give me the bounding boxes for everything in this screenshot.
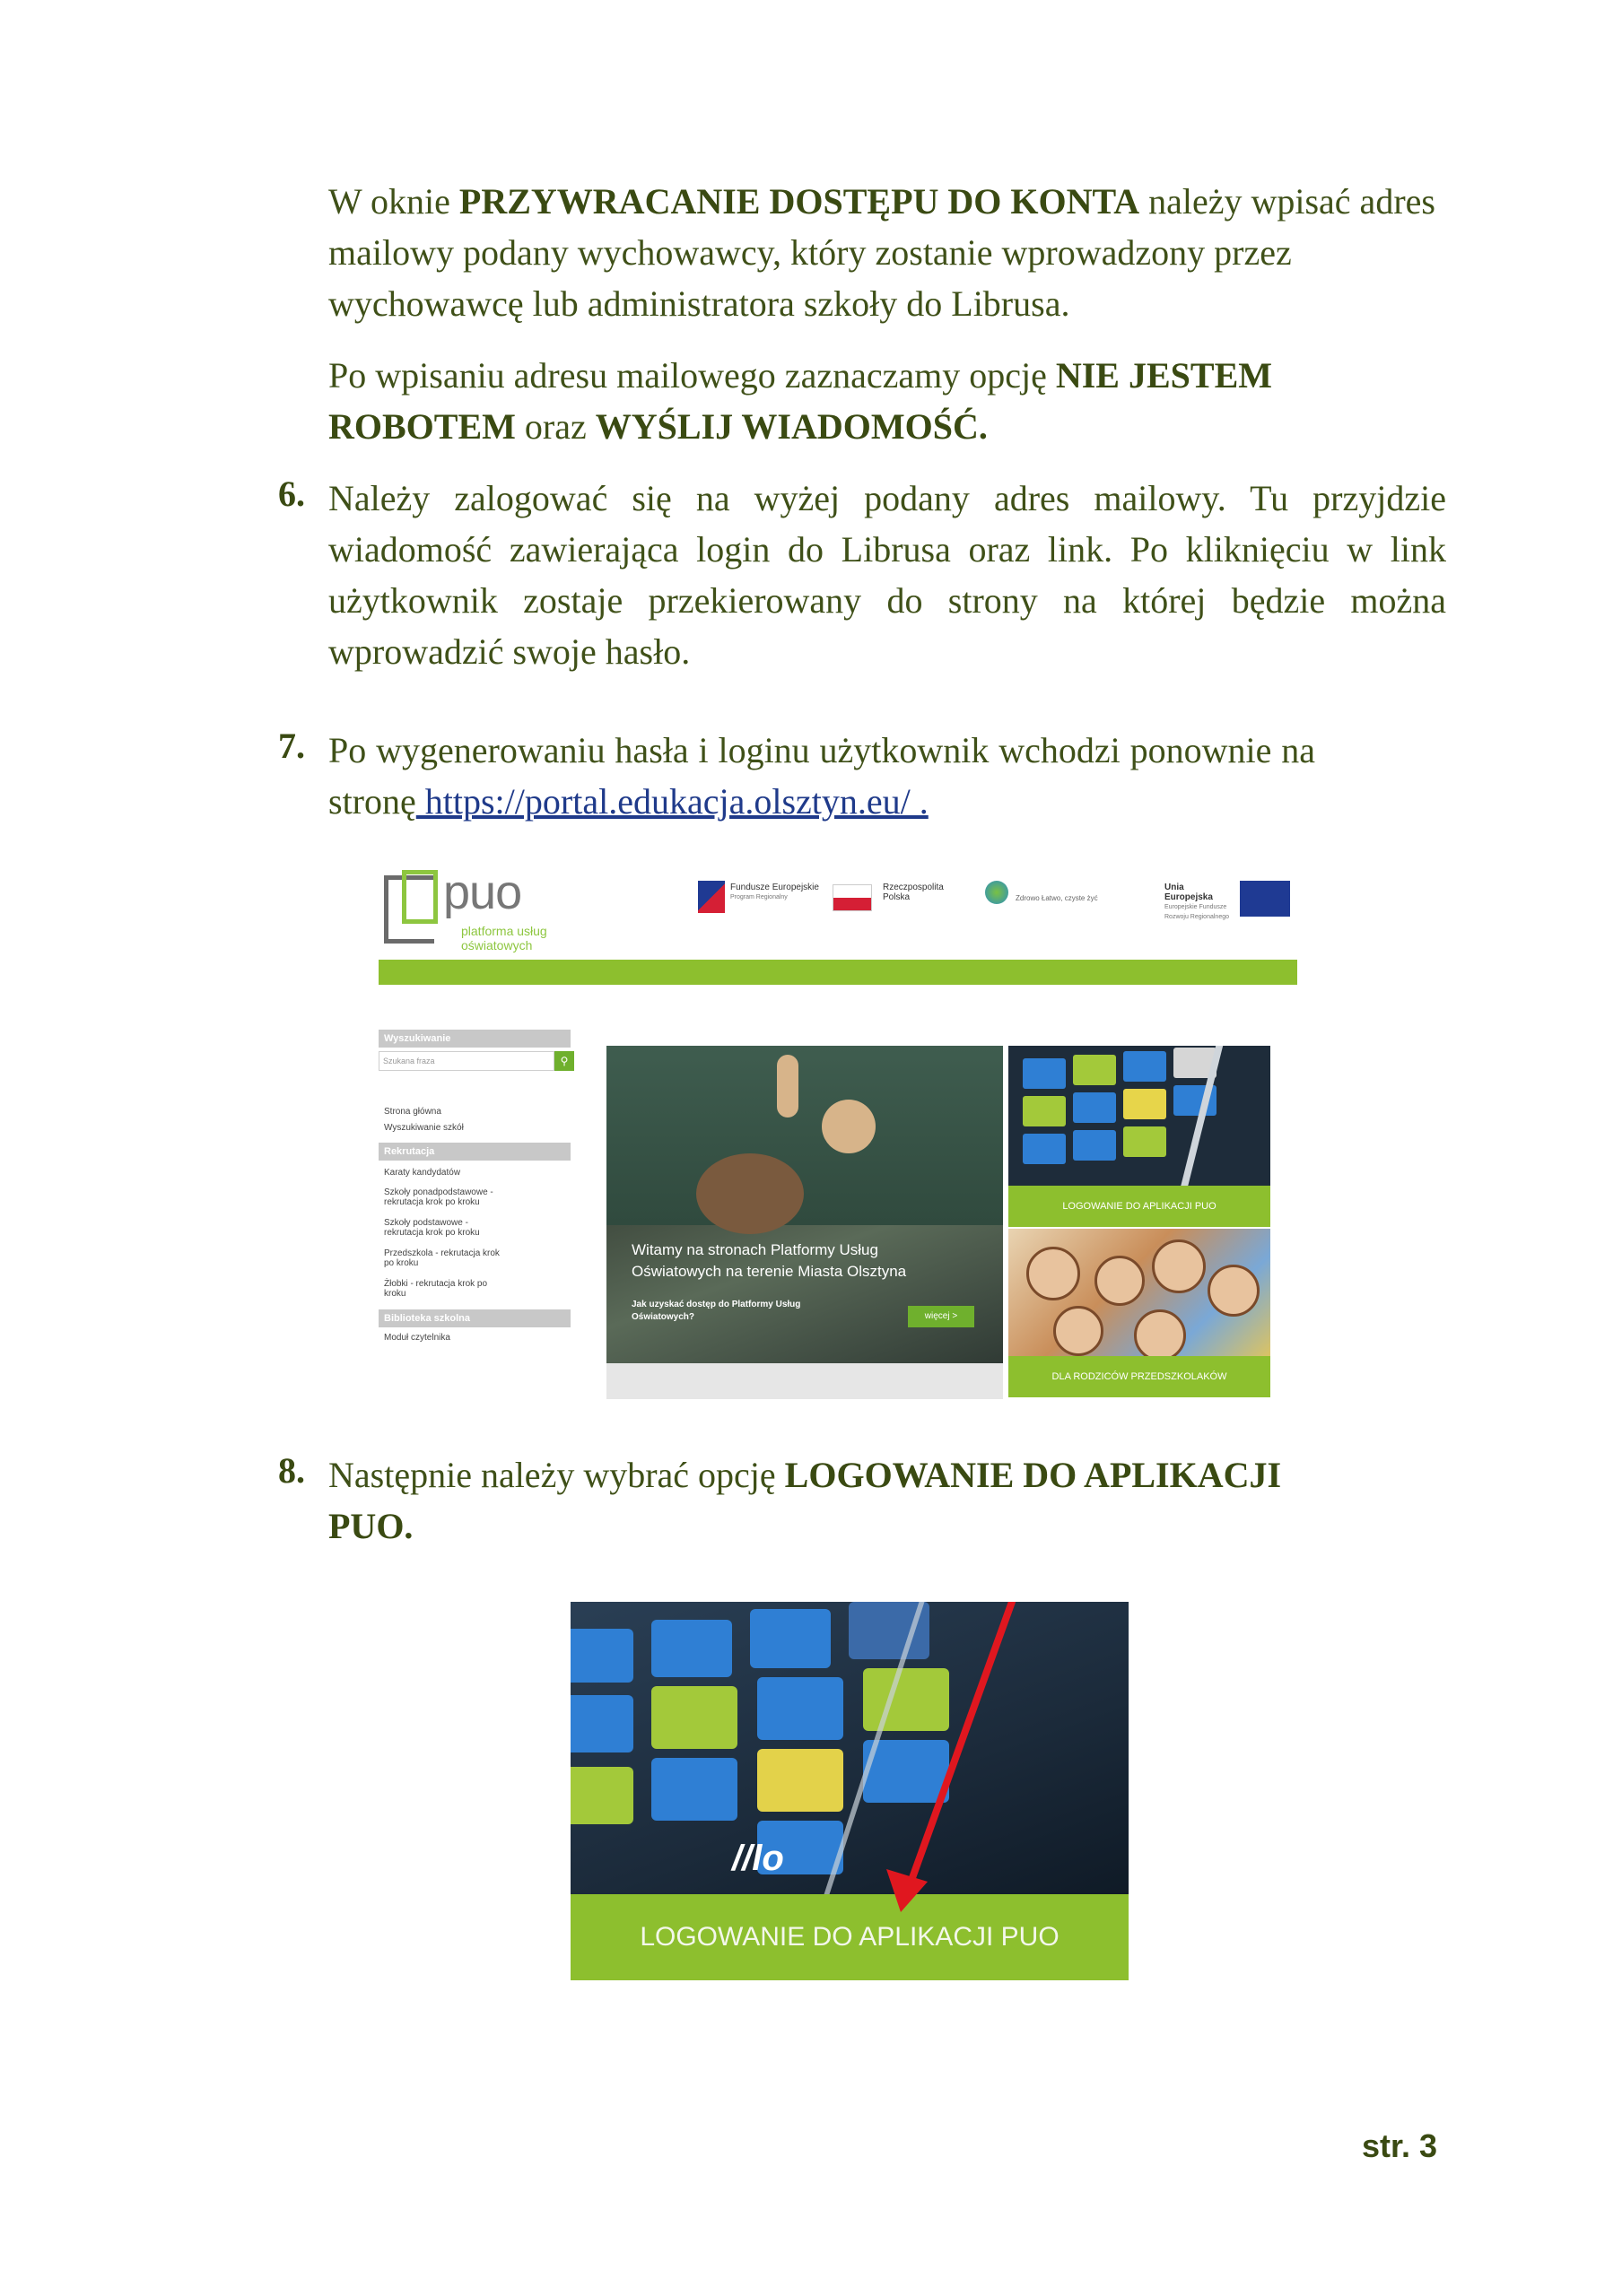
puo-logo — [384, 865, 563, 960]
portal-header — [375, 861, 1301, 967]
child-face — [1134, 1309, 1186, 1361]
bold-account-recovery: PRZYWRACANIE DOSTĘPU DO KONTA — [458, 181, 1140, 222]
paragraph-not-robot: Po wpisaniu adresu mailowego zaznaczamy opcję NIE JESTEM ROBOTEM oraz WYŚLIJ WIADOMOŚĆ. — [328, 355, 1272, 447]
tile-icon — [1073, 1130, 1116, 1161]
tile-icon — [1023, 1096, 1066, 1126]
parents-preschool-tile[interactable]: DLA RODZICÓW PRZEDSZKOLAKÓW — [1008, 1356, 1270, 1397]
tile-icon — [1123, 1051, 1166, 1082]
sidebar-item-home[interactable]: Strona główna — [384, 1107, 441, 1117]
puo-logo-square-icon — [402, 870, 438, 924]
paragraph-account-recovery: W oknie PRZYWRACANIE DOSTĘPU DO KONTA należy wpisać adres mailowy podany wychowawcy, który zostanie wprowadzony przez wychowawcę lub administratora szkoły do Librusa. — [328, 181, 1435, 324]
step-6-text: Należy zalogować się na wyżej podany adres mailowy. Tu przyjdzie wiadomość zawierająca login do Librusa oraz link. Po kliknięciu w link użytkownik zostaje przekierowany do strony na której będzie można wprowadzić swoje hasło. — [328, 478, 1446, 672]
hero-banner — [606, 1046, 1003, 1372]
step-8-number: 8. — [278, 1450, 305, 1491]
tile-icon — [1123, 1089, 1166, 1119]
app-tiles-photo — [1008, 1046, 1270, 1193]
red-arrow-icon — [571, 1602, 1129, 1980]
classroom-photo — [606, 1046, 1003, 1225]
tile-icon — [1073, 1055, 1116, 1085]
child-face — [1026, 1247, 1080, 1300]
sidebar-search-heading: Wyszukiwanie — [379, 1030, 571, 1048]
step-7-text: Po wygenerowaniu hasła i loginu użytkownik wchodzi ponownie na stronę https://portal.edukacja.olsztyn.eu/ . — [328, 730, 1315, 822]
child-face — [1053, 1306, 1103, 1356]
tile-icon — [1073, 1092, 1116, 1123]
hero-footer-strip — [606, 1363, 1003, 1399]
portal-sidebar — [379, 1030, 576, 1406]
sidebar-item-preschools[interactable]: Przedszkola - rekrutacja krok po kroku — [384, 1248, 500, 1268]
search-icon[interactable]: ⚲ — [554, 1051, 574, 1071]
region-icon — [985, 881, 1008, 904]
sidebar-item-candidate-cards[interactable]: Karaty kandydatów — [384, 1168, 461, 1178]
step-6-number: 6. — [278, 474, 305, 514]
sidebar-item-secondary-schools[interactable]: Szkoły ponadpodstawowe - rekrutacja krok po kroku — [384, 1187, 493, 1207]
arrow-head — [886, 1869, 928, 1912]
eu-funding-logos: Fundusze Europejskie Program Regionalny Rzeczpospolita Polska Zdrowo Łatwo, czyste żyć Unia Europejska Europejskie Fundusze Rozwoju Regionalnego — [698, 881, 1290, 931]
puo-logo-word: puo — [443, 865, 522, 919]
login-app-tile[interactable]: LOGOWANIE DO APLIKACJI PUO — [1008, 1186, 1270, 1227]
bold-send-message: WYŚLIJ WIADOMOŚĆ. — [595, 406, 988, 447]
step-7-number: 7. — [278, 726, 305, 766]
child-face — [1208, 1265, 1260, 1317]
poland-flag-icon — [833, 884, 872, 911]
step-8-text: Następnie należy wybrać opcję LOGOWANIE DO APLIKACJI PUO. — [328, 1455, 1282, 1546]
sidebar-item-primary-schools[interactable]: Szkoły podstawowe - rekrutacja krok po kroku — [384, 1218, 480, 1238]
sidebar-item-school-search[interactable]: Wyszukiwanie szkół — [384, 1123, 464, 1133]
portal-screenshot — [375, 861, 1301, 1421]
search-input[interactable]: Szukana fraza — [379, 1051, 554, 1071]
sidebar-recruitment-heading: Rekrutacja — [379, 1143, 571, 1161]
bold-not-robot: NIE JESTEM ROBOTEM — [328, 355, 1272, 447]
child-face — [1094, 1256, 1145, 1306]
raised-hand — [777, 1055, 798, 1118]
sidebar-item-nurseries[interactable]: Żłobki - rekrutacja krok po kroku — [384, 1279, 488, 1299]
hero-welcome-text: Witamy na stronach Platformy Usług Oświatowych na terenie Miasta Olsztyna — [632, 1241, 907, 1280]
hero-question: Jak uzyskać dostęp do Platformy Usług Oświatowych? — [632, 1300, 801, 1322]
portal-nav-bar — [379, 960, 1297, 985]
tile-icon — [1023, 1058, 1066, 1089]
puo-brand-fragment: //lo — [732, 1839, 784, 1878]
sidebar-library-heading: Biblioteka szkolna — [379, 1309, 571, 1327]
eu-funds-icon — [698, 881, 725, 913]
hero-more-button[interactable]: więcej > — [908, 1306, 974, 1327]
eu-flag-icon — [1240, 881, 1290, 917]
login-puo-button[interactable]: LOGOWANIE DO APLIKACJI PUO — [640, 1922, 1060, 1952]
tile-icon — [1123, 1126, 1166, 1157]
child-face — [1152, 1239, 1206, 1293]
student-figure — [696, 1153, 804, 1234]
tile-icon — [1023, 1134, 1066, 1164]
arrow-shaft — [910, 1602, 1012, 1885]
teacher-figure — [822, 1100, 876, 1153]
sidebar-item-reader-module[interactable]: Moduł czytelnika — [384, 1333, 450, 1343]
login-tile-screenshot — [571, 1602, 1129, 1980]
page-number: str. 3 — [1362, 2127, 1438, 2164]
portal-link[interactable]: https://portal.edukacja.olsztyn.eu/ . — [415, 781, 929, 822]
puo-logo-subtitle: platforma usług oświatowych — [461, 924, 547, 952]
bold-login-puo: LOGOWANIE DO APLIKACJI PUO. — [328, 1455, 1282, 1546]
